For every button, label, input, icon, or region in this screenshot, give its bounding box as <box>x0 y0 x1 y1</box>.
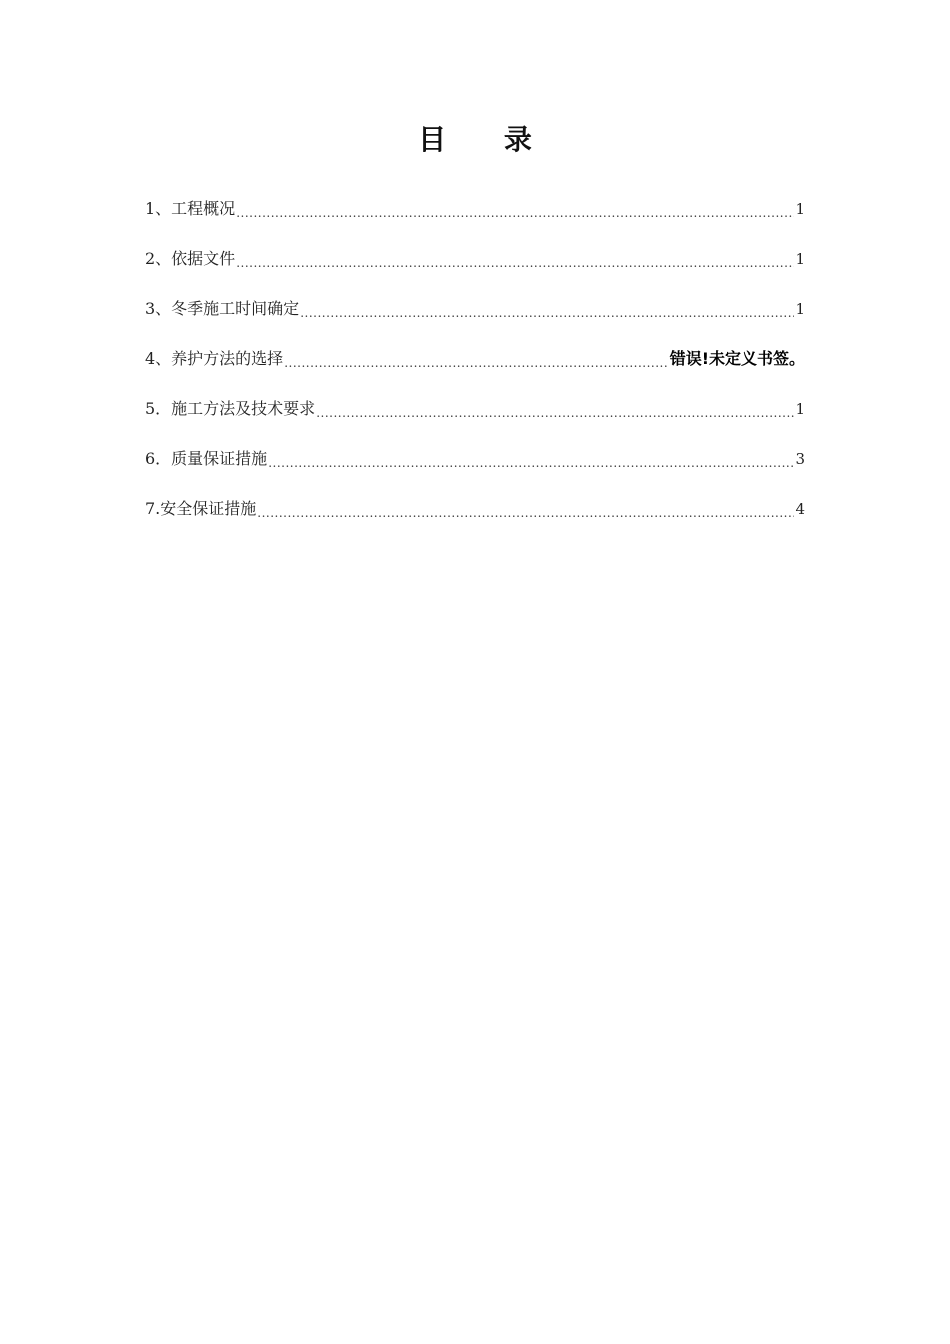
toc-entry-5[interactable] <box>145 374 805 424</box>
toc-entry-1[interactable] <box>145 174 805 224</box>
toc-entry-label: 4、养护方法的选择 <box>145 349 284 368</box>
toc-entry-label: 2、依据文件 <box>145 249 236 268</box>
toc-entry-bookmark-error: 错误!未定义书签。 <box>669 349 805 368</box>
toc-entry-label: 3、冬季施工时间确定 <box>145 299 300 318</box>
toc-entry-label: 5．施工方法及技术要求 <box>145 399 316 418</box>
toc-entry-page: 3 <box>795 450 805 468</box>
toc-dot-leader <box>257 494 794 524</box>
toc-list <box>145 174 805 524</box>
toc-entry-4[interactable] <box>145 324 805 374</box>
toc-entry-2[interactable] <box>145 224 805 274</box>
toc-entry-label: 6．质量保证措施 <box>145 449 268 468</box>
toc-entry-page: 1 <box>795 300 805 318</box>
toc-entry-page: 1 <box>795 400 805 418</box>
toc-entry-page: 4 <box>795 500 805 518</box>
toc-dot-leader <box>268 444 794 474</box>
toc-entry-3[interactable] <box>145 274 805 324</box>
toc-entry-label: 1、工程概况 <box>145 199 236 218</box>
toc-dot-leader <box>284 344 669 374</box>
toc-entry-6[interactable] <box>145 424 805 474</box>
toc-dot-leader <box>236 244 794 274</box>
toc-entry-7[interactable] <box>145 474 805 524</box>
toc-dot-leader <box>300 294 794 324</box>
toc-entry-page: 1 <box>795 250 805 268</box>
toc-dot-leader <box>316 394 794 424</box>
toc-title: 目 录 <box>418 123 556 156</box>
toc-entry-page: 1 <box>795 200 805 218</box>
toc-dot-leader <box>236 194 794 224</box>
toc-entry-label: 7.安全保证措施 <box>145 499 257 518</box>
